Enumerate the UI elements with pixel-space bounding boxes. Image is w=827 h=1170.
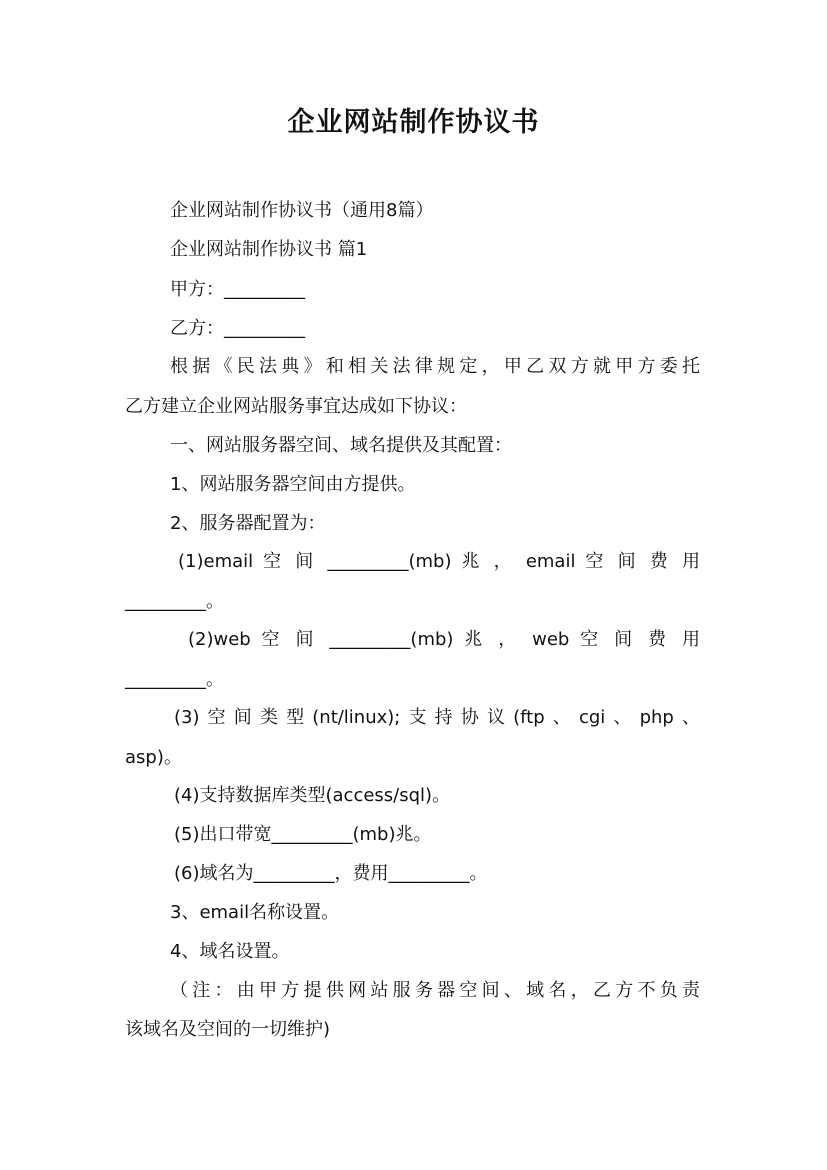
note-line: （注：由甲方提供网站服务器空间、域名，乙方不负责 xyxy=(170,980,700,1001)
note-line: 该域名及空间的一切维护) xyxy=(125,1019,331,1040)
document-subtitle: 企业网站制作协议书（通用8篇） xyxy=(170,200,434,221)
section-heading: 企业网站制作协议书 篇1 xyxy=(170,239,368,260)
document-title: 企业网站制作协议书 xyxy=(287,107,540,138)
clause-heading: 一、网站服务器空间、域名提供及其配置： xyxy=(170,435,512,456)
party-a-line: 甲方：_________ xyxy=(170,279,305,300)
config-item: (2)web 空 间 _________(mb) 兆 ， web 空 间 费 用 xyxy=(188,629,700,650)
config-item: (1)email 空 间 _________(mb) 兆 ， email 空 间 费 用 xyxy=(178,551,700,572)
party-b-line: 乙方：_________ xyxy=(170,318,305,339)
clause-item: 2、服务器配置为： xyxy=(170,513,326,534)
clause-item: 4、域名设置。 xyxy=(170,941,290,962)
config-item-continuation: _________。 xyxy=(125,591,224,612)
config-item: (4)支持数据库类型(access/sql)。 xyxy=(174,785,451,806)
paragraph-line: 乙方建立企业网站服务事宜达成如下协议： xyxy=(125,396,467,417)
config-item-continuation: asp)。 xyxy=(125,747,182,768)
config-item: (5)出口带宽_________(mb)兆。 xyxy=(174,824,432,845)
paragraph-line: 根据《民法典》和相关法律规定，甲乙双方就甲方委托 xyxy=(170,356,700,377)
config-item: (6)域名为_________，费用_________。 xyxy=(174,863,488,884)
config-item: (3)空间类型(nt/linux);支持协议(ftp、cgi、php、 xyxy=(174,707,700,728)
clause-item: 3、email名称设置。 xyxy=(170,902,340,923)
clause-item: 1、网站服务器空间由方提供。 xyxy=(170,474,416,495)
config-item-continuation: _________。 xyxy=(125,669,224,690)
